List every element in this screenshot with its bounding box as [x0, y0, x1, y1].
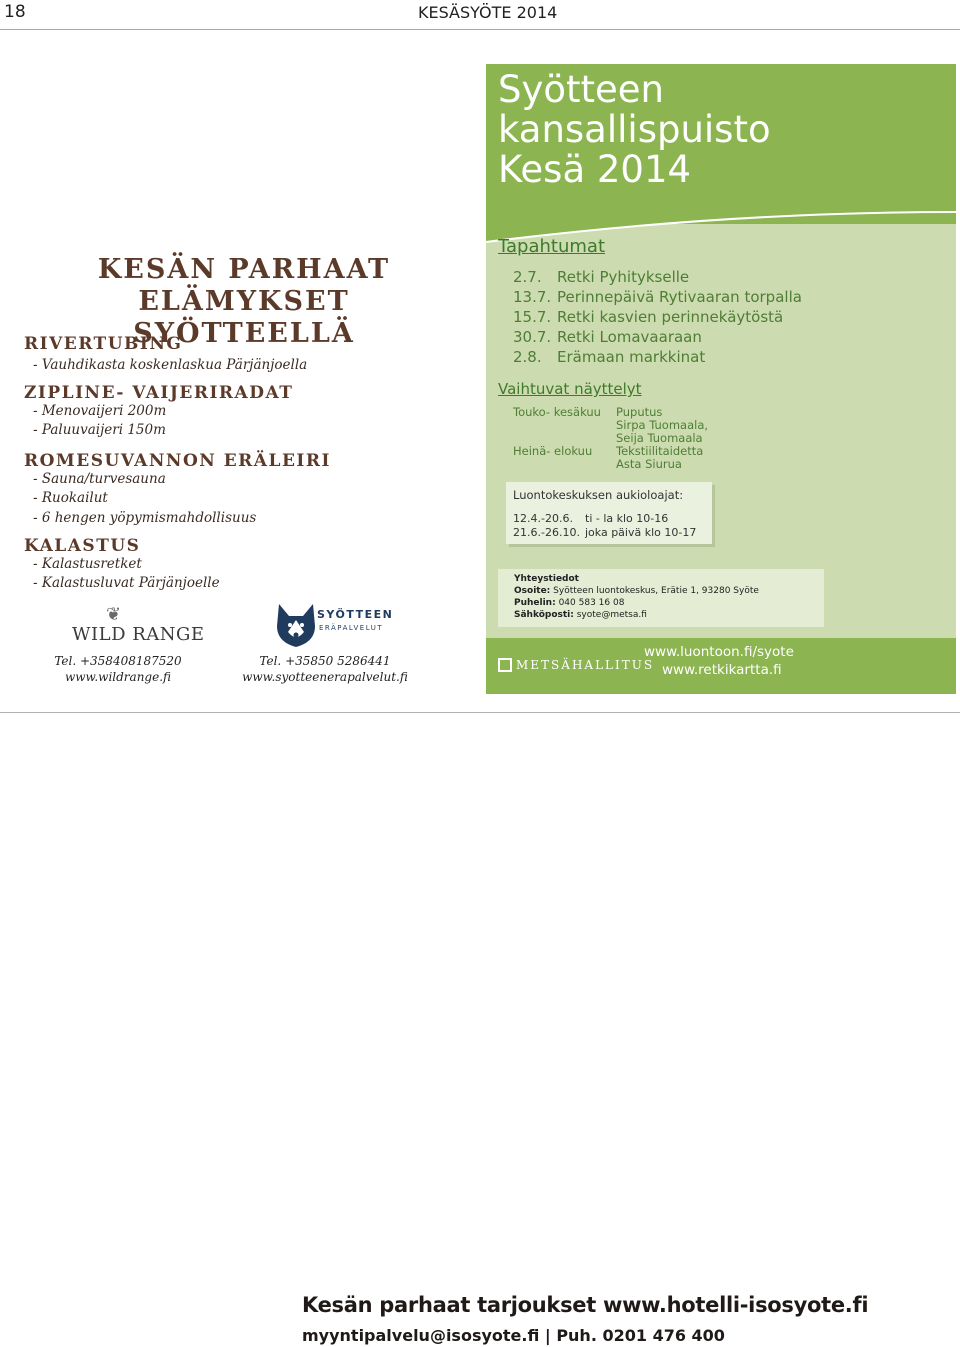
national-park-panel [486, 64, 956, 694]
section-line: - Vauhdikasta koskenlaskua Pärjänjoella [33, 357, 308, 373]
section-heading-rivertubing: RIVERTUBING [24, 334, 183, 354]
park-footer [486, 638, 956, 694]
syote-phone: Tel. +35850 5286441 [259, 654, 391, 668]
event-item: 2.7. Retki Pyhitykselle [513, 268, 690, 286]
section-line: - Ruokailut [33, 490, 108, 506]
contact-address: Osoite: Syötteen luontokeskus, Erätie 1, 93280 Syöte [514, 586, 759, 596]
metsahallitus-icon [498, 658, 512, 672]
exhibition-period: Touko- kesäkuu [513, 405, 601, 419]
page-divider [0, 712, 960, 713]
exhibitions-heading: Vaihtuvat näyttelyt [498, 380, 642, 398]
ad-title: KESÄN PARHAAT ELÄMYKSET SYÖTTEELLÄ [97, 254, 391, 349]
luontoon-link[interactable]: www.luontoon.fi/syote [644, 644, 794, 660]
exhibition-details: Tekstiilitaidetta Asta Siurua [616, 444, 704, 471]
opening-hours-row: 12.4.-20.6. ti - la klo 10-16 [513, 512, 669, 525]
event-item: 15.7. Retki kasvien perinnekäytöstä [513, 308, 784, 326]
syote-contact [240, 653, 410, 685]
opening-hours-row: 21.6.-26.10. joka päivä klo 10-17 [513, 526, 697, 539]
event-item: 13.7. Perinnepäivä Rytivaaran torpalla [513, 288, 802, 306]
opening-hours-box [506, 482, 712, 544]
metsahallitus-logo: METSÄHALLITUS [516, 658, 655, 672]
section-heading-zipline: ZIPLINE- VAIJERIRADAT [24, 383, 294, 403]
wildrange-phone: Tel. +358408187520 [54, 654, 182, 668]
wildrange-contact [48, 653, 188, 685]
section-heading-eraleiri: ROMESUVANNON ERÄLEIRI [24, 451, 331, 471]
syote-web-link[interactable]: www.syotteenerapalvelut.fi [242, 670, 408, 684]
hotel-contact-line: myyntipalvelu@isosyote.fi | Puh. 0201 476 400 [302, 1326, 725, 1345]
page-header [0, 0, 960, 30]
contact-box [498, 569, 824, 627]
section-line: - Kalastusretket [33, 556, 142, 572]
section-line: - 6 hengen yöpymismahdollisuus [33, 510, 257, 526]
event-item: 2.8. Erämaan markkinat [513, 348, 706, 366]
park-title: Syötteen kansallispuisto Kesä 2014 [498, 68, 771, 191]
contact-phone: Puhelin: 040 583 16 08 [514, 598, 625, 608]
exhibition-period: Heinä- elokuu [513, 444, 593, 458]
activities-ad [0, 240, 480, 700]
events-heading: Tapahtumat [498, 236, 605, 257]
contact-heading: Yhteystiedot [514, 574, 579, 584]
opening-hours-title: Luontokeskuksen aukioloajat: [513, 488, 684, 502]
wildrange-web-link[interactable]: www.wildrange.fi [64, 670, 172, 684]
section-heading-kalastus: KALASTUS [24, 536, 141, 556]
section-line: - Kalastusluvat Pärjänjoelle [33, 575, 220, 591]
retkikartta-link[interactable]: www.retkikartta.fi [662, 662, 782, 678]
section-line: - Sauna/turvesauna [33, 471, 166, 487]
exhibition-details: Puputus Sirpa Tuomaala, Seija Tuomaala [616, 405, 709, 445]
wildrange-logo: ❦ WILD RANGE [72, 604, 205, 645]
section-line: - Menovaijeri 200m [33, 403, 167, 419]
syote-erapalvelut-logo: SYÖTTEEN ERÄPALVELUT [275, 602, 385, 652]
publication-title: KESÄSYÖTE 2014 [418, 3, 558, 22]
hotel-promo-line: Kesän parhaat tarjoukset www.hotelli-isosyote.fi [302, 1293, 869, 1317]
husky-icon [275, 602, 317, 648]
contact-email: Sähköposti: syote@metsa.fi [514, 610, 647, 620]
flame-icon: ❦ [106, 604, 122, 625]
event-item: 30.7. Retki Lomavaaraan [513, 328, 702, 346]
page-number: 18 [4, 2, 26, 22]
section-line: - Paluuvaijeri 150m [33, 422, 166, 438]
